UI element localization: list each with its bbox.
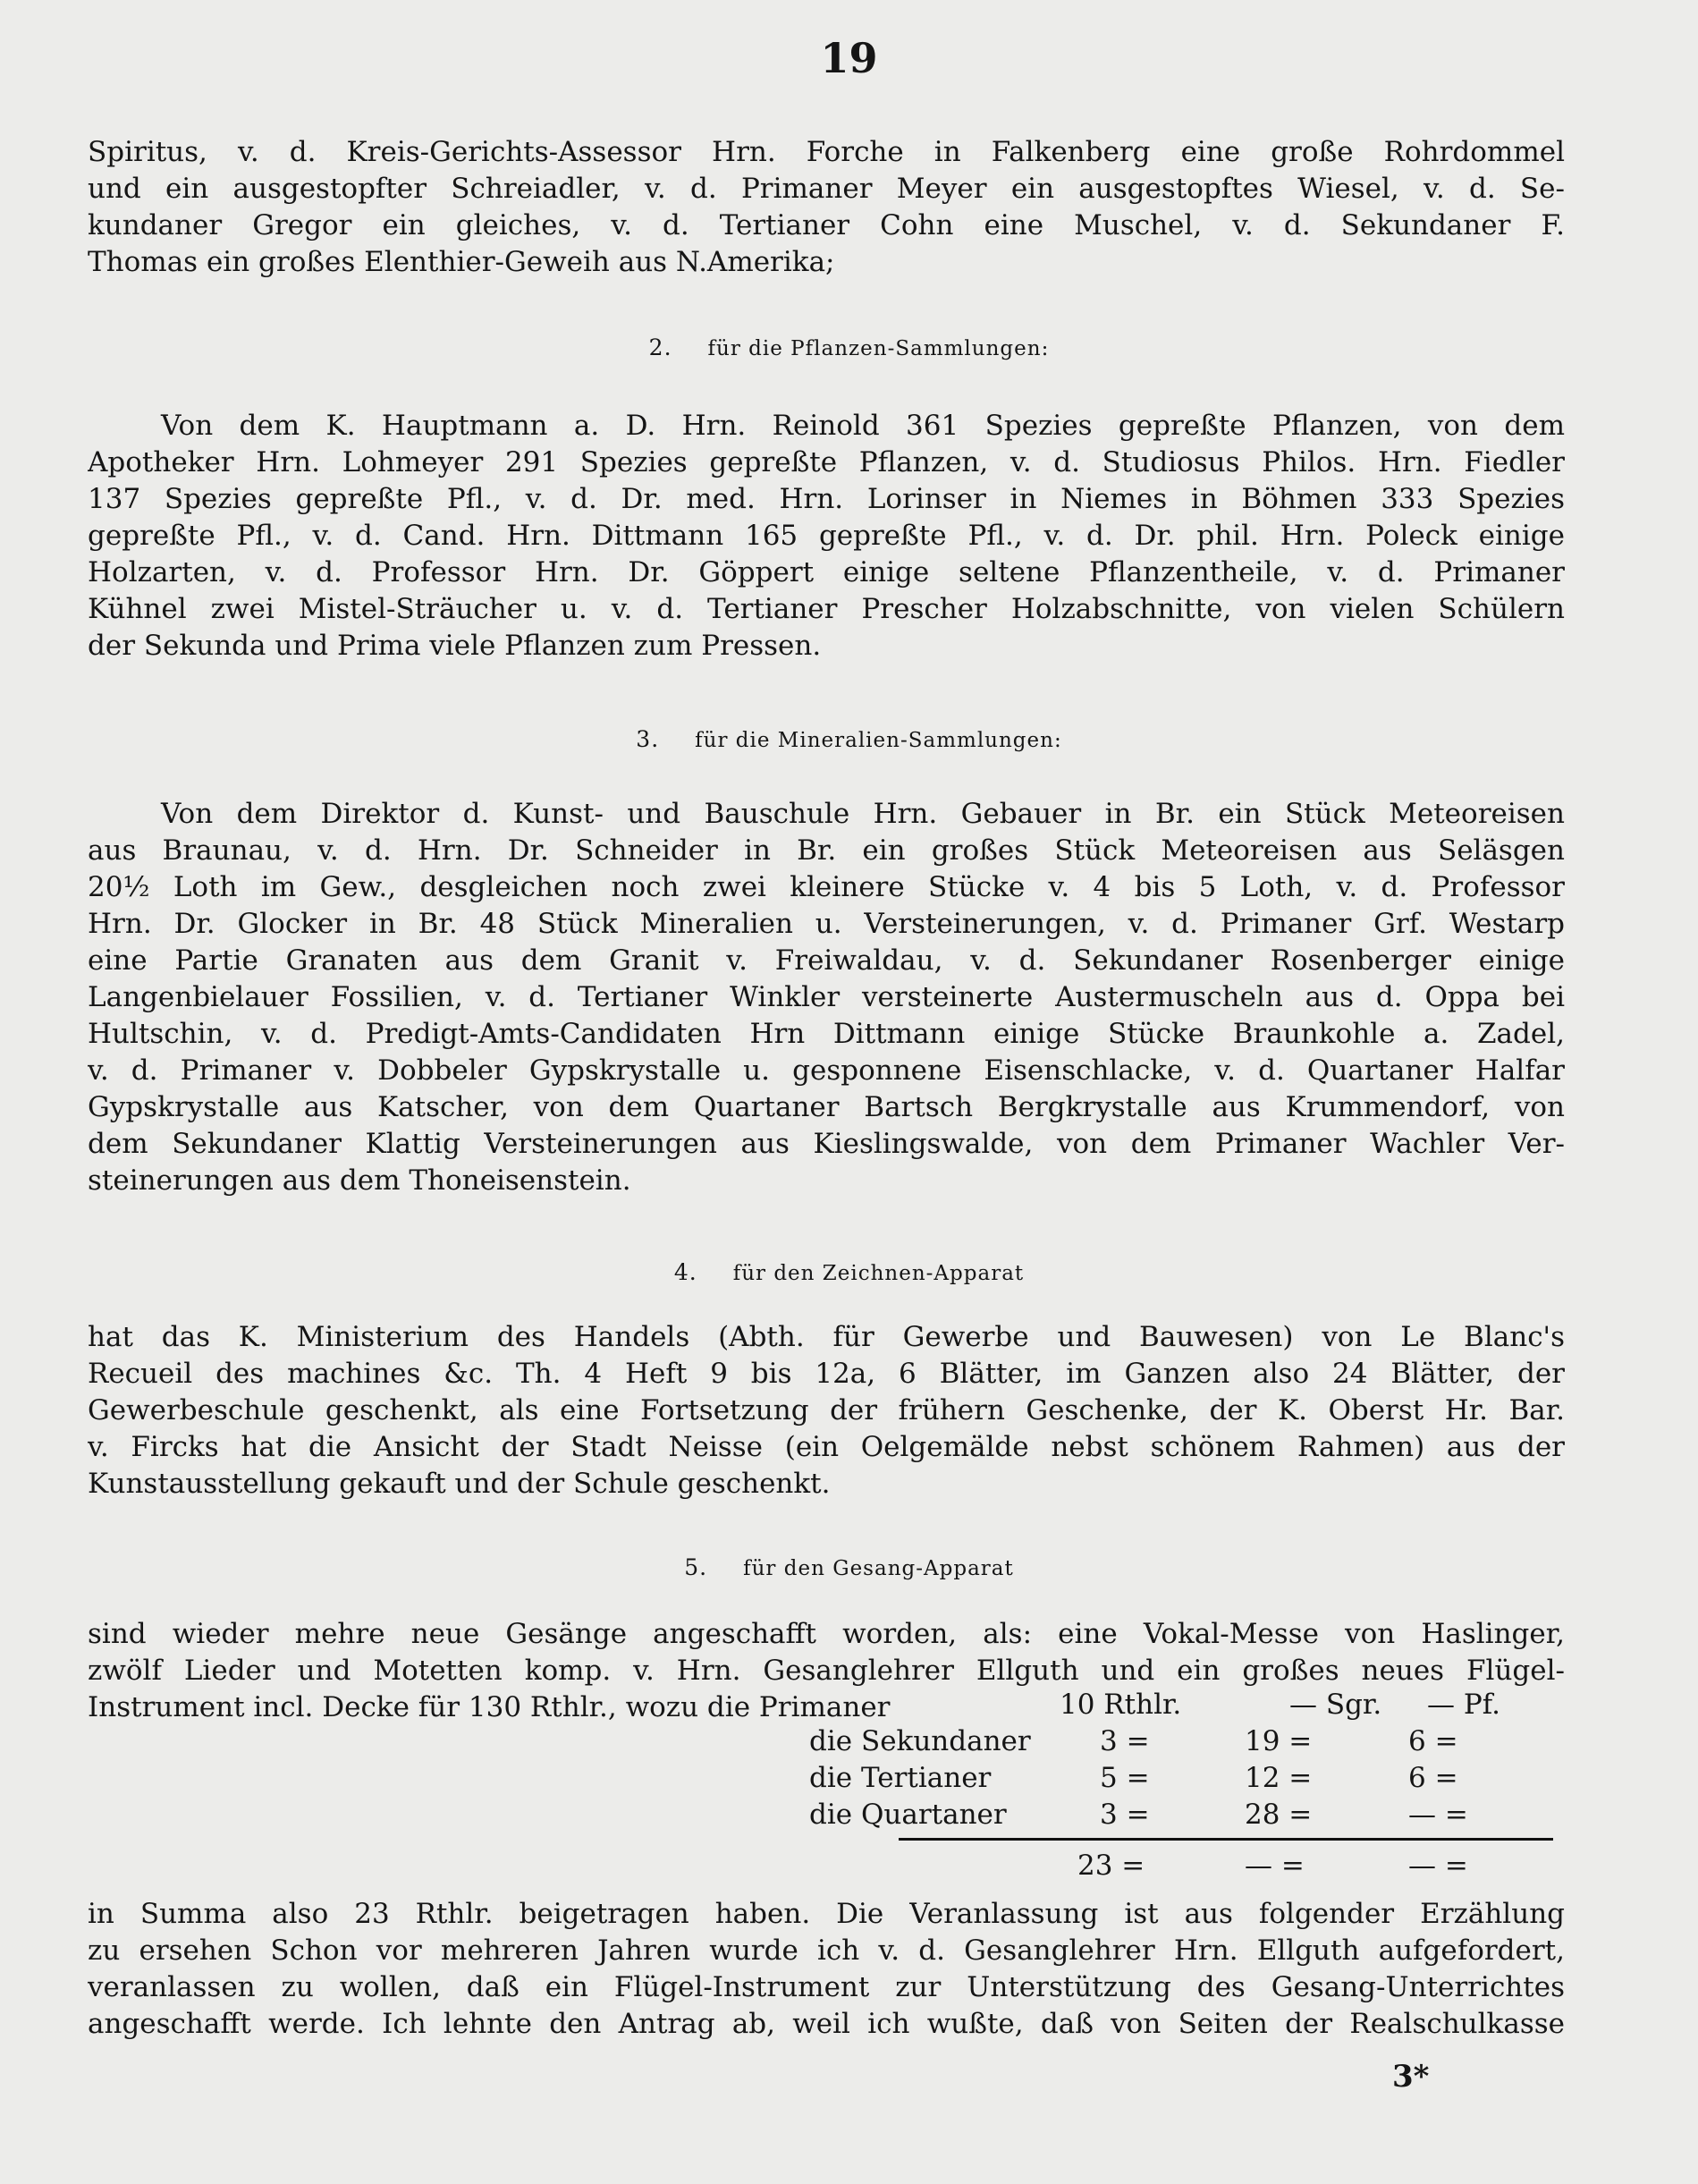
amount-sgr: 19 = — [1245, 1725, 1313, 1757]
amount-pf: 6 = — [1408, 1725, 1458, 1757]
section-title: für den Zeichnen-Apparat — [732, 1262, 1025, 1285]
text-line: gepreßte Pfl., v. d. Cand. Hrn. Dittmann 165 gepreßte Pfl., v. d. Dr. phil. Hrn. Poleck einige — [88, 520, 1565, 552]
text-line: sind wieder mehre neue Gesänge angeschafft worden, als: eine Vokal-Messe von Haslinger, — [88, 1618, 1565, 1650]
signature-mark: 3* — [1392, 2059, 1430, 2095]
section-number: 5. — [684, 1554, 708, 1580]
text-line: Apotheker Hrn. Lohmeyer 291 Spezies gepreßte Pflanzen, v. d. Studiosus Philos. Hrn. Fiedler — [88, 446, 1565, 478]
text-line: angeschafft werde. Ich lehnte den Antrag ab, weil ich wußte, daß von Seiten der Realschulkasse — [88, 2008, 1565, 2040]
total-rthlr: 23 = — [1077, 1850, 1145, 1882]
section-heading-3 — [0, 726, 1698, 752]
text-line: Langenbielauer Fossilien, v. d. Tertianer Winkler versteinerte Austermuscheln aus d. Oppa bei — [88, 981, 1565, 1013]
amount-sgr: — Sgr. — [1289, 1689, 1382, 1721]
text-line: kundaner Gregor ein gleiches, v. d. Tertianer Cohn eine Muschel, v. d. Sekundaner F. — [88, 209, 1565, 241]
amount-pf: — Pf. — [1427, 1689, 1500, 1721]
text-line: in Summa also 23 Rthlr. beigetragen haben. Die Veranlassung ist aus folgender Erzählung — [88, 1898, 1565, 1930]
page-number: 19 — [820, 34, 878, 82]
text-line: steinerungen aus dem Thoneisenstein. — [88, 1164, 631, 1197]
text-line: veranlassen zu wollen, daß ein Flügel-Instrument zur Unterstützung des Gesang-Unterrichtes — [88, 1971, 1565, 2003]
amount-rthlr: 3 = — [1100, 1725, 1150, 1757]
text-line: 137 Spezies gepreßte Pfl., v. d. Dr. med. Hrn. Lorinser in Niemes in Böhmen 333 Spezies — [88, 483, 1565, 515]
section-title: für die Pflanzen-Sammlungen: — [707, 337, 1050, 360]
amount-pf: — = — [1408, 1799, 1468, 1831]
text-line: Holzarten, v. d. Professor Hrn. Dr. Göppert einige seltene Pflanzentheile, v. d. Primaner — [88, 556, 1565, 588]
section-title: für den Gesang-Apparat — [743, 1557, 1014, 1580]
section-heading-5 — [0, 1554, 1698, 1580]
text-line: dem Sekundaner Klattig Versteinerungen aus Kieslingswalde, von dem Primaner Wachler Ver- — [88, 1128, 1565, 1160]
text-line: zu ersehen Schon vor mehreren Jahren wurde ich v. d. Gesanglehrer Hrn. Ellguth aufgefordert, — [88, 1934, 1565, 1967]
text-line: Hultschin, v. d. Predigt-Amts-Candidaten Hrn Dittmann einige Stücke Braunkohle a. Zadel, — [88, 1018, 1565, 1050]
paragraph-plant-donations — [88, 408, 1565, 665]
amount-rthlr: 5 = — [1100, 1762, 1150, 1794]
section-number: 3. — [636, 726, 660, 752]
total-pf: — = — [1408, 1850, 1468, 1882]
section-number: 4. — [673, 1259, 697, 1285]
amount-pf: 6 = — [1408, 1762, 1458, 1794]
text-line: und ein ausgestopfter Schreiadler, v. d. Primaner Meyer ein ausgestopftes Wiesel, v. d. Se- — [88, 173, 1565, 205]
contributor: die Tertianer — [809, 1762, 992, 1794]
amount-rthlr: 3 = — [1100, 1799, 1150, 1831]
text-line: eine Partie Granaten aus dem Granit v. Freiwaldau, v. d. Sekundaner Rosenberger einige — [88, 944, 1565, 977]
text-line: hat das K. Ministerium des Handels (Abth. für Gewerbe und Bauwesen) von Le Blanc's — [88, 1321, 1565, 1353]
paragraph-zoological-donations — [88, 134, 1565, 281]
text-line: v. d. Primaner v. Dobbeler Gypskrystalle u. gesponnene Eisenschlacke, v. d. Quartaner Halfar — [88, 1054, 1565, 1087]
text-line: zwölf Lieder und Motetten komp. v. Hrn. Gesanglehrer Ellguth und ein großes neues Flügel- — [88, 1655, 1565, 1687]
paragraph-drawing-apparatus — [88, 1319, 1565, 1503]
amount-sgr: 12 = — [1245, 1762, 1313, 1794]
text-line: Kühnel zwei Mistel-Sträucher u. v. d. Tertianer Prescher Holzabschnitte, von vielen Schülern — [88, 593, 1565, 625]
contributor: die Sekundaner — [809, 1725, 1031, 1757]
section-title: für die Mineralien-Sammlungen: — [695, 729, 1062, 752]
section-heading-4 — [0, 1259, 1698, 1285]
amount-sgr: 28 = — [1245, 1799, 1313, 1831]
text-line: aus Braunau, v. d. Hrn. Dr. Schneider in Br. ein großes Stück Meteoreisen aus Seläsgen — [88, 834, 1565, 867]
contributor: die Quartaner — [809, 1799, 1007, 1831]
text-line: Spiritus, v. d. Kreis-Gerichts-Assessor Hrn. Forche in Falkenberg eine große Rohrdommel — [88, 136, 1565, 168]
amount-rthlr: 10 Rthlr. — [1060, 1689, 1182, 1721]
sum-rule — [899, 1838, 1553, 1841]
text-line: der Sekunda und Prima viele Pflanzen zum Pressen. — [88, 630, 822, 662]
total-sgr: — = — [1245, 1850, 1305, 1882]
paragraph-mineral-donations — [88, 796, 1565, 1199]
text-line: Gewerbeschule geschenkt, als eine Fortsetzung der frühern Geschenke, der K. Oberst Hr. Bar. — [88, 1394, 1565, 1426]
text-line: Von dem Direktor d. Kunst- und Bauschule Hrn. Gebauer in Br. ein Stück Meteoreisen — [161, 798, 1565, 830]
text-line: Hrn. Dr. Glocker in Br. 48 Stück Mineralien u. Versteinerungen, v. d. Primaner Grf. Westarp — [88, 908, 1565, 940]
text-line: v. Fircks hat die Ansicht der Stadt Neisse (ein Oelgemälde nebst schönem Rahmen) aus der — [88, 1431, 1565, 1463]
text-line: Instrument incl. Decke für 130 Rthlr., wozu die Primaner — [88, 1691, 891, 1723]
text-line: Von dem K. Hauptmann a. D. Hrn. Reinold 361 Spezies gepreßte Pflanzen, von dem — [161, 410, 1565, 442]
text-line: Kunstausstellung gekauft und der Schule geschenkt. — [88, 1468, 831, 1500]
text-line: Thomas ein großes Elenthier-Geweih aus N.Amerika; — [88, 246, 835, 278]
text-line: 20½ Loth im Gew., desgleichen noch zwei kleinere Stücke v. 4 bis 5 Loth, v. d. Professor — [88, 871, 1565, 903]
text-line: Gypskrystalle aus Katscher, von dem Quartaner Bartsch Bergkrystalle aus Krummendorf, von — [88, 1091, 1565, 1123]
section-heading-2 — [0, 334, 1698, 360]
text-line: Recueil des machines &c. Th. 4 Heft 9 bis 12a, 6 Blätter, im Ganzen also 24 Blätter, der — [88, 1358, 1565, 1390]
paragraph-narrative — [88, 1896, 1565, 2043]
section-number: 2. — [648, 334, 672, 360]
